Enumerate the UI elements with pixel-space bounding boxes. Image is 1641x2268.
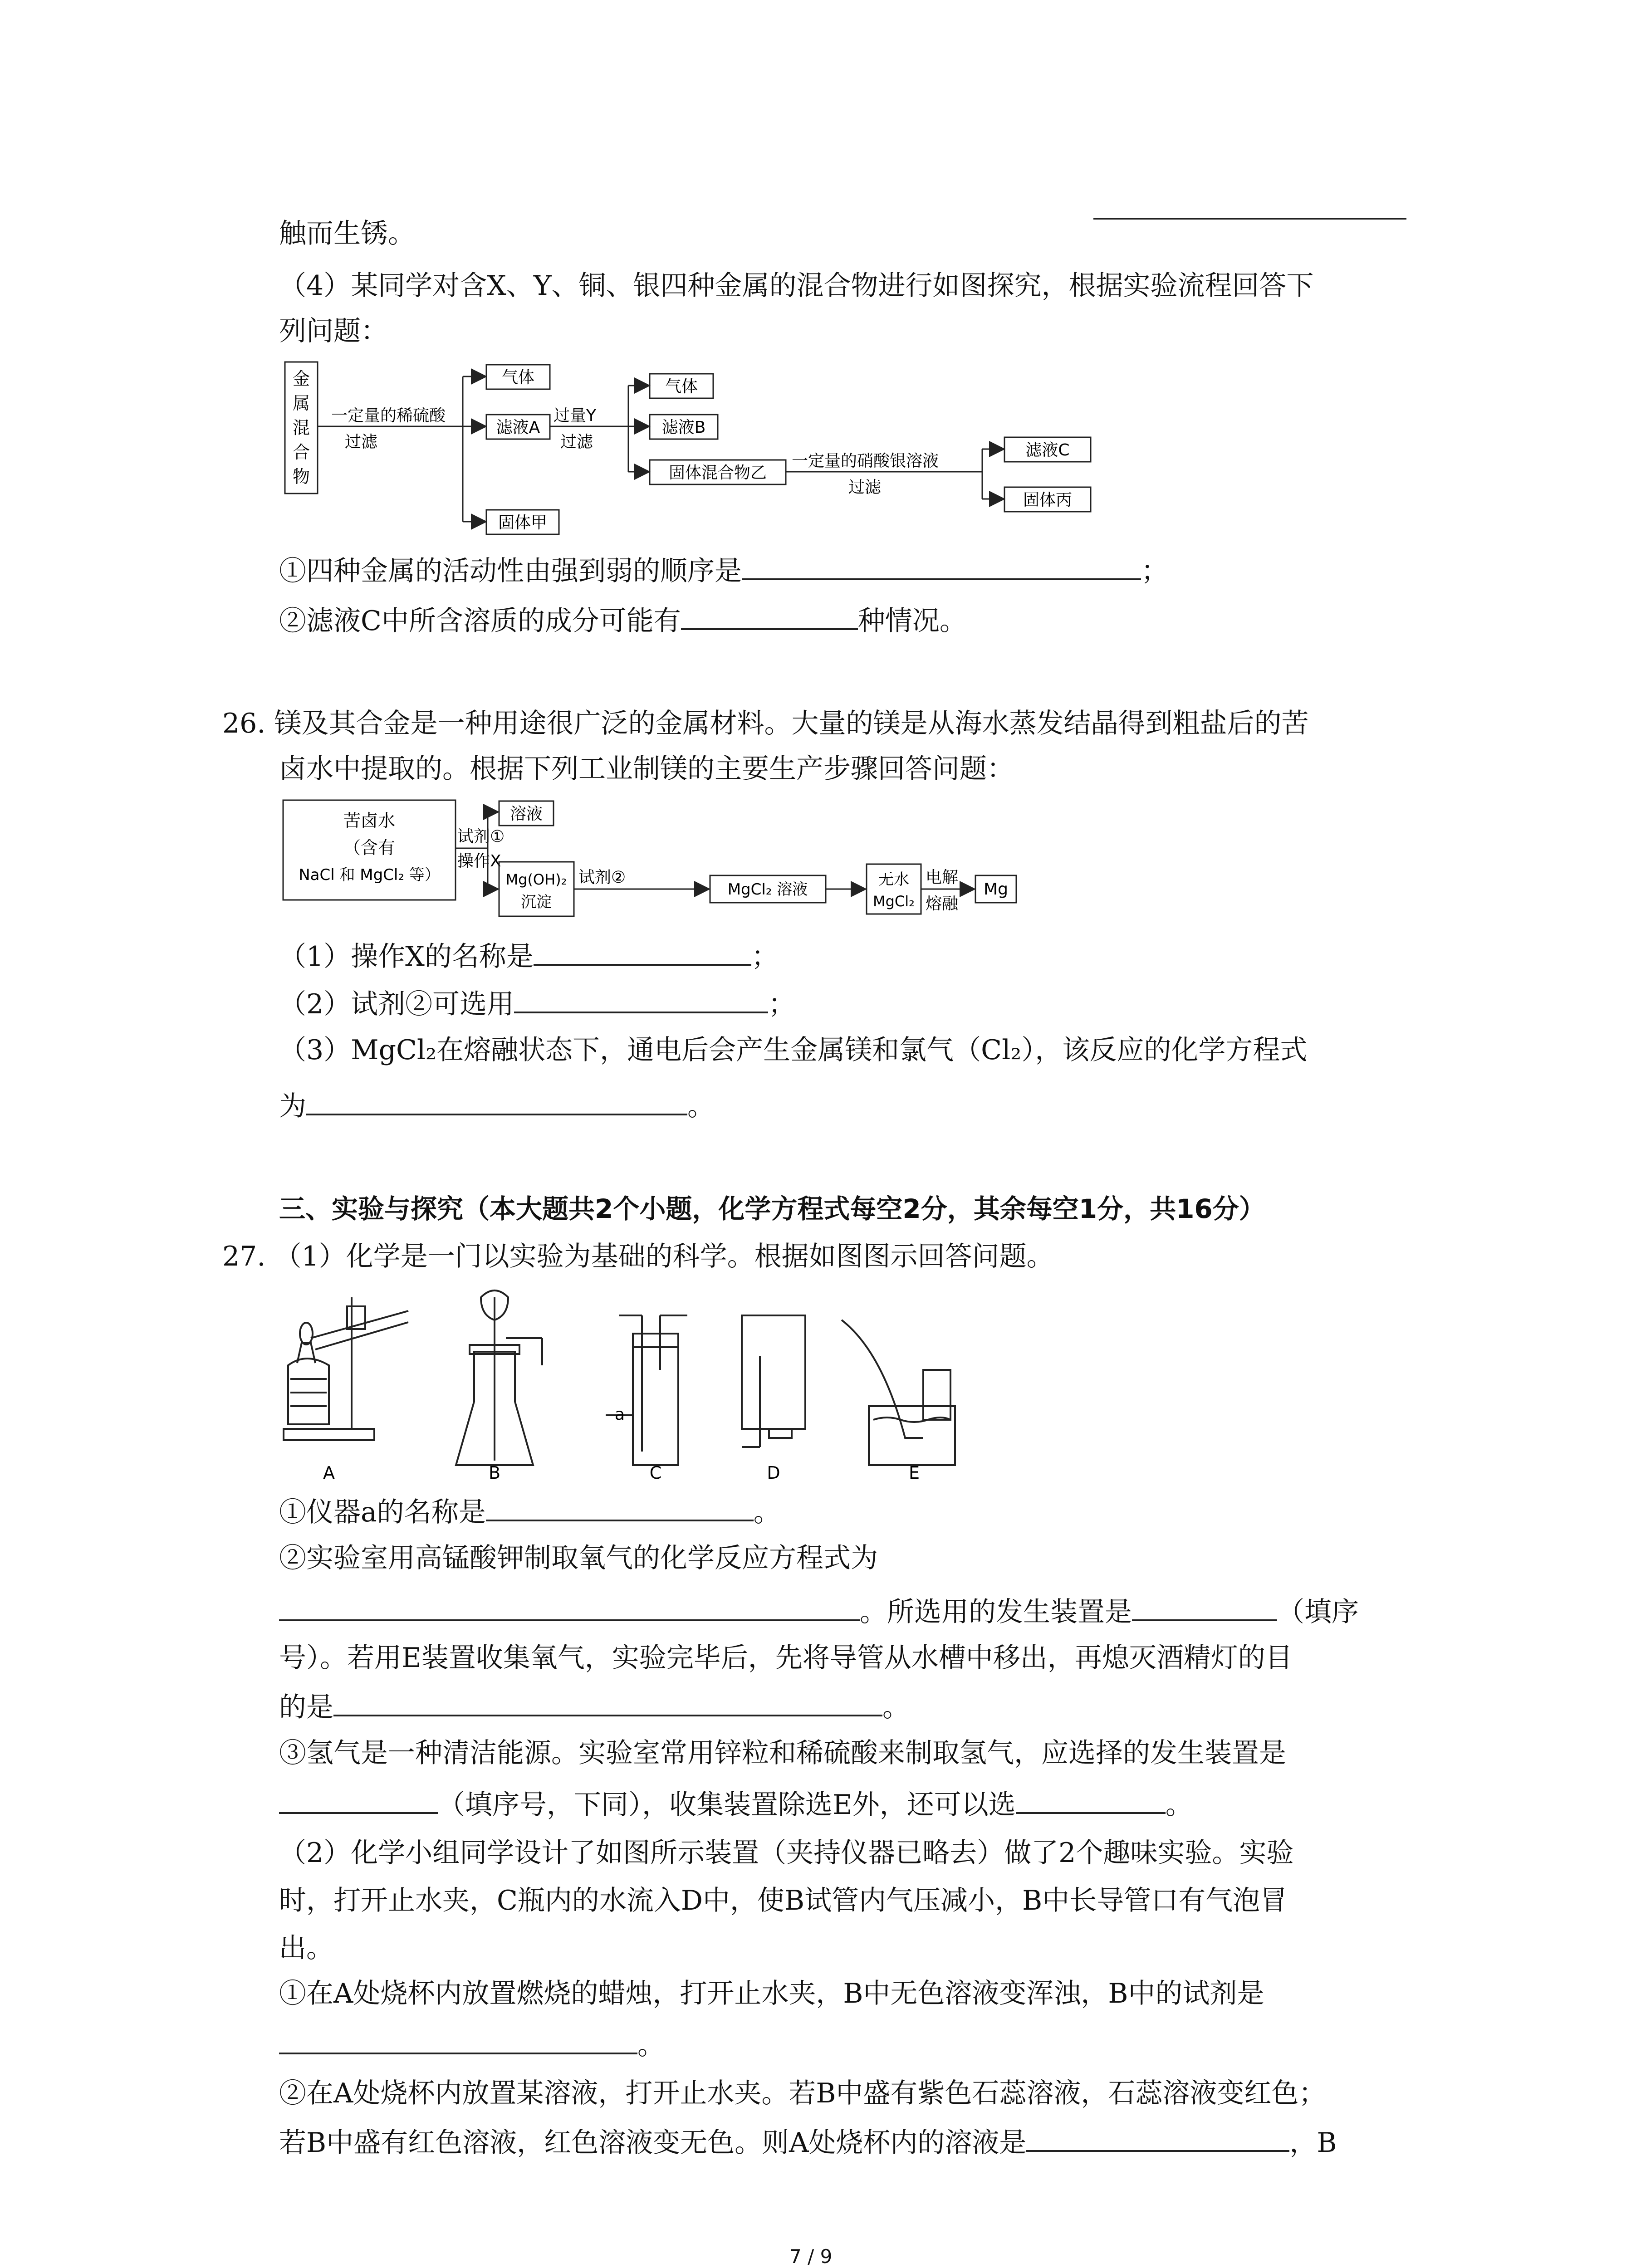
q26-part3-line1: （3）MgCl₂在熔融状态下，通电后会产生金属镁和氯气（Cl₂），该反应的化学方程式: [279, 1034, 1308, 1066]
q25-part4-line2: 列问题：: [279, 315, 388, 347]
q27-sub1-end: 。: [753, 1496, 781, 1528]
answer-blank[interactable]: [514, 984, 768, 1013]
q27-part2-line3: 出。: [279, 1932, 333, 1964]
apparatus-label: D: [767, 1463, 780, 1483]
q27-sub2-text: 。所选用的发生装置是: [860, 1596, 1132, 1628]
gas-label: 气体: [501, 368, 535, 387]
brine-label: （含有: [343, 838, 396, 858]
mgcl2-solution-label: MgCl₂ 溶液: [727, 880, 808, 899]
q27-sub2-end: （填序: [1277, 1596, 1359, 1628]
q26-part3-text: 为: [279, 1090, 306, 1122]
q27-sub2-line4: [279, 1687, 910, 1725]
answer-blank[interactable]: [1132, 1592, 1277, 1621]
reagent-2-label: 试剂②: [578, 868, 626, 887]
apparatus-label: B: [488, 1463, 501, 1483]
q27-part2-line1: （2）化学小组同学设计了如图所示装置（夹持仪器已略去）做了2个趣味实验。实验: [279, 1837, 1294, 1869]
q26-part2: [279, 984, 795, 1022]
q27-sub2-line1: ②实验室用高锰酸钾制取氧气的化学反应方程式为: [279, 1542, 878, 1574]
q26-line1: 26. 镁及其合金是一种用途很广泛的金属材料。大量的镁是从海水蒸发结晶得到粗盐后的苦: [222, 708, 1309, 739]
answer-blank[interactable]: [1093, 191, 1406, 220]
q26-part1: [279, 937, 779, 975]
answer-blank[interactable]: [1026, 2123, 1289, 2152]
brine-label: 苦卤水: [343, 811, 396, 831]
apparatus-label-a: a: [615, 1405, 625, 1424]
metal-mixture-char: 混: [292, 418, 310, 438]
q27-sub2-text: 的是: [279, 1691, 333, 1723]
mg-oh-precip-label: 沉淀: [521, 893, 552, 911]
q27-sub3-line1: ③氢气是一种清洁能源。实验室常用锌粒和稀硫酸来制取氢气，应选择的发生装置是: [279, 1737, 1286, 1769]
answer-blank[interactable]: [333, 1687, 882, 1716]
q27-part2-sub1-end: 。: [637, 2029, 665, 2061]
q27-sub2-end: 。: [882, 1691, 910, 1723]
solid-mix-yi-label: 固体混合物乙: [668, 464, 767, 482]
solid-bing-label: 固体丙: [1023, 491, 1073, 509]
q27-part2-sub2-text: 若B中盛有红色溶液，红色溶液变无色。则A处烧杯内的溶液是: [279, 2127, 1027, 2159]
q25-sub2: [279, 601, 967, 639]
filtrate-c-label: 滤液C: [1025, 441, 1070, 459]
q26-line2: 卤水中提取的。根据下列工业制镁的主要生产步骤回答问题：: [279, 753, 1014, 785]
answer-blank[interactable]: [279, 1785, 438, 1814]
page-number: 7 / 9: [789, 2245, 833, 2268]
brine-label: NaCl 和 MgCl₂ 等）: [299, 866, 440, 884]
anhydrous-mgcl2-label: 无水: [878, 870, 909, 889]
reagent-label-excess-y: 过量Y: [554, 406, 596, 425]
q27-sub2-line2: [279, 1592, 1359, 1630]
answer-blank[interactable]: [279, 1592, 860, 1621]
q26-part2-end: ；: [768, 988, 796, 1020]
q25-sub1: [279, 551, 1168, 589]
electrolysis-label: 电解: [926, 868, 959, 887]
q27-part2-line2: 时，打开止水夹，C瓶内的水流入D中，使B试管内气压减小，B中长导管口有气泡冒: [279, 1885, 1288, 1916]
gas-label: 气体: [665, 377, 698, 396]
metal-mixture-char: 物: [292, 467, 310, 487]
filtrate-a-label: 滤液A: [496, 418, 540, 437]
q25-sub2-text: ②滤液C中所含溶质的成分可能有: [279, 605, 681, 637]
q25-sub2-end: 种情况。: [857, 605, 967, 637]
q25-text-continued: 触而生锈。: [279, 218, 415, 249]
answer-blank[interactable]: [681, 601, 858, 630]
magnesium-flow-diagram: [281, 798, 1053, 925]
q27-part2-sub1-line2: [279, 2025, 665, 2063]
q26-part3-line2: [279, 1086, 715, 1124]
q26-part1-text: （1）操作X的名称是: [279, 941, 534, 973]
reagent-1-label: 试剂①: [457, 827, 505, 846]
anhydrous-mgcl2-label: MgCl₂: [873, 893, 915, 910]
filter-label: 过滤: [345, 433, 378, 451]
q27-sub3-text: （填序号，下同），收集装置除选E外，还可以选: [438, 1789, 1016, 1821]
answer-blank[interactable]: [1016, 1785, 1166, 1814]
apparatus-label: C: [649, 1463, 662, 1483]
q27-sub2-line3: 号）。若用E装置收集氧气，实验完毕后，先将导管从水槽中移出，再熄灭酒精灯的目: [279, 1642, 1293, 1674]
q27-part2-sub1-line1: ①在A处烧杯内放置燃烧的蜡烛，打开止水夹，B中无色溶液变浑浊，B中的试剂是: [279, 1978, 1264, 2009]
section-3-heading: 三、实验与探究（本大题共2个小题，化学方程式每空2分，其余每空1分，共16分）: [279, 1193, 1265, 1224]
solution-label: 溶液: [509, 805, 543, 823]
reagent-label-dilute-sulfuric: 一定量的稀硫酸: [331, 406, 446, 425]
metal-flow-diagram: [281, 358, 1143, 549]
q25-part4-line1: （4）某同学对含X、Y、铜、银四种金属的混合物进行如图探究，根据实验流程回答下: [279, 270, 1314, 302]
filtrate-b-label: 滤液B: [661, 418, 706, 437]
q27-part2-sub2-line2: [279, 2123, 1337, 2161]
q25-sub1-text: ①四种金属的活动性由强到弱的顺序是: [279, 555, 742, 587]
q27-sub1-text: ①仪器a的名称是: [279, 1496, 486, 1528]
q25-sub1-end: ；: [1141, 555, 1168, 587]
q26-part2-text: （2）试剂②可选用: [279, 988, 514, 1020]
q27-sub3-end: 。: [1165, 1789, 1193, 1821]
q27-sub1: [279, 1492, 781, 1530]
lab-apparatus-figure: [279, 1288, 960, 1488]
q27-part2-sub2-line1: ②在A处烧杯内放置某溶液，打开止水夹。若B中盛有紫色石蕊溶液，石蕊溶液变红色；: [279, 2077, 1326, 2109]
apparatus-label: E: [908, 1463, 920, 1483]
molten-label: 熔融: [926, 894, 959, 913]
answer-blank[interactable]: [742, 551, 1141, 580]
q27-part2-sub2-end: ，B: [1289, 2127, 1337, 2159]
answer-blank[interactable]: [534, 937, 751, 966]
operation-x-label: 操作X: [457, 852, 501, 870]
metal-mixture-char: 属: [292, 393, 310, 413]
filter-label: 过滤: [848, 478, 882, 497]
q26-part3-end: 。: [687, 1090, 715, 1122]
mg-oh-precip-label: Mg(OH)₂: [505, 871, 567, 888]
solid-jia-label: 固体甲: [498, 513, 548, 532]
answer-blank[interactable]: [306, 1086, 687, 1115]
metal-mixture-char: 金: [292, 369, 310, 389]
apparatus-label: A: [323, 1463, 335, 1483]
filter-label: 过滤: [560, 433, 593, 451]
q27-line1: 27. （1）化学是一门以实验为基础的科学。根据如图图示回答问题。: [222, 1241, 1054, 1272]
answer-blank[interactable]: [279, 2025, 637, 2054]
q26-part1-end: ；: [751, 941, 779, 973]
metal-mixture-char: 合: [292, 442, 310, 462]
reagent-label-silver-nitrate: 一定量的硝酸银溶液: [792, 452, 939, 470]
answer-blank[interactable]: [486, 1492, 754, 1521]
q27-sub3-line2: [279, 1785, 1193, 1823]
mg-label: Mg: [984, 880, 1008, 899]
